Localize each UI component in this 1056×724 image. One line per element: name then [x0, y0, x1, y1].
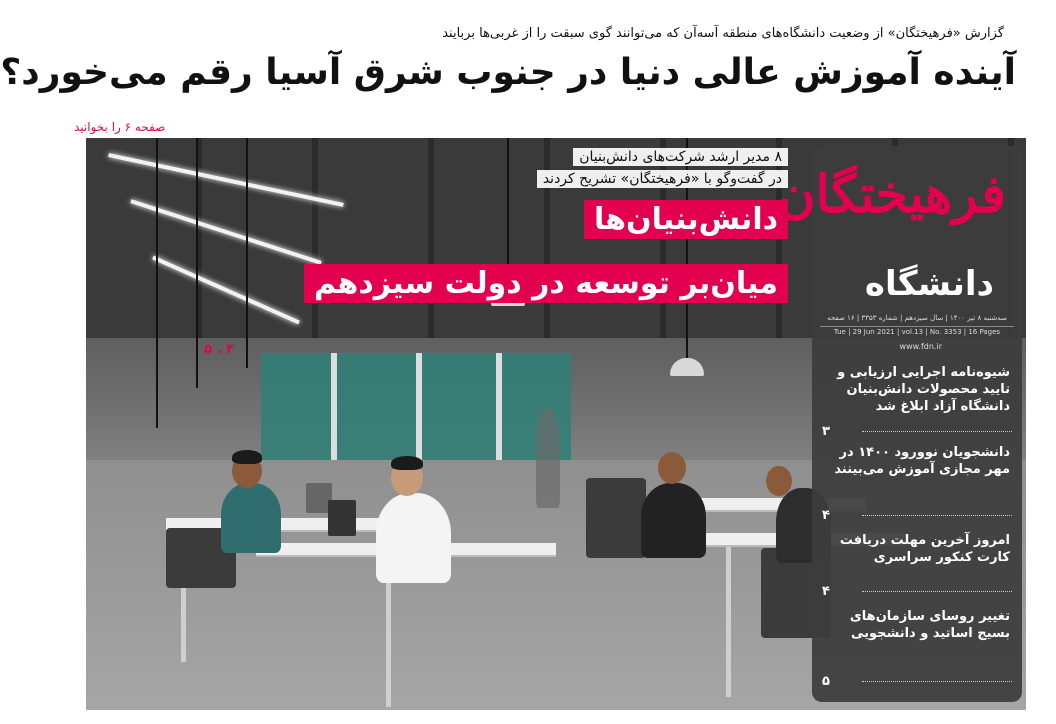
story-2-page[interactable]: ۴	[822, 508, 830, 523]
kicker: گزارش «فرهیختگان» از وضعیت دانشگاه‌های منطقه آسه‌آن که می‌توانند گوی سبقت را از غربی‌ها بربایند	[442, 26, 1004, 41]
masthead-subtitle: دانشگاه	[864, 264, 994, 304]
person-silhouette	[641, 483, 706, 558]
glass-frame	[416, 353, 422, 473]
lead-page-ref[interactable]: ۴ . ۵	[204, 342, 234, 357]
story-4[interactable]: تغییر روسای سازمان‌های بسیج اساتید و دانشجویی	[849, 609, 1010, 641]
lamp-cord	[246, 138, 248, 368]
person-silhouette	[221, 483, 281, 553]
glass-frame	[331, 353, 337, 473]
headline-page-ref[interactable]: صفحه ۶ را بخوانید	[74, 120, 166, 134]
lead-title-line2[interactable]: میان‌بر توسعه در دولت سیزدهم	[304, 264, 788, 303]
office-chair	[586, 478, 646, 558]
person-hair	[391, 456, 423, 470]
person-hair	[232, 450, 262, 464]
website[interactable]: www.fdn.ir	[899, 342, 942, 351]
issue-info-en: Tue | 29 Jun 2021 | vol.13 | No. 3353 | 16 Pages	[833, 328, 1001, 336]
pendant-lamp	[670, 358, 704, 376]
story-2[interactable]: دانشجویان نوورود ۱۴۰۰ در مهر مجازی آموزش می‌بینند	[834, 445, 1010, 477]
person-head	[658, 452, 686, 484]
desk-leg	[726, 547, 731, 697]
lead-subtitle-line2: در گفت‌وگو با «فرهیختگان» تشریح کردند	[537, 170, 788, 188]
laptop	[328, 500, 356, 536]
story-3-page[interactable]: ۴	[822, 584, 830, 599]
divider	[862, 591, 1012, 592]
divider	[862, 681, 1012, 682]
person-head	[766, 466, 792, 496]
story-4-page[interactable]: ۵	[822, 674, 830, 689]
lead-subtitle-line1: ۸ مدیر ارشد شرکت‌های دانش‌بنیان	[573, 148, 788, 166]
masthead-panel	[777, 146, 1022, 702]
divider	[862, 515, 1012, 516]
main-headline[interactable]: آینده آموزش عالی دنیا در جنوب شرق آسیا رقم می‌خورد؟	[0, 52, 1016, 93]
person-silhouette	[536, 408, 560, 508]
divider	[862, 431, 1012, 432]
lead-title-line1[interactable]: دانش‌بنیان‌ها	[584, 200, 788, 239]
story-1-page[interactable]: ۳	[822, 424, 830, 439]
story-3[interactable]: امروز آخرین مهلت دریافت کارت کنکور سراسری	[839, 533, 1010, 565]
glass-frame	[496, 353, 502, 473]
person-silhouette	[376, 493, 451, 583]
lamp-cord	[156, 138, 158, 428]
lamp-cord	[196, 138, 198, 388]
story-1[interactable]: شیوه‌نامه اجرایی ارزیابی و تایید محصولات دانش‌بنیان دانشگاه آزاد ابلاغ شد	[837, 365, 1010, 414]
masthead-logo: فرهیختگان	[777, 164, 1006, 225]
issue-info-fa: سه‌شنبه ۸ تیر ۱۴۰۰ | سال سیزدهم | شماره ۳۳۵۳ | ۱۶ صفحه	[820, 314, 1014, 327]
